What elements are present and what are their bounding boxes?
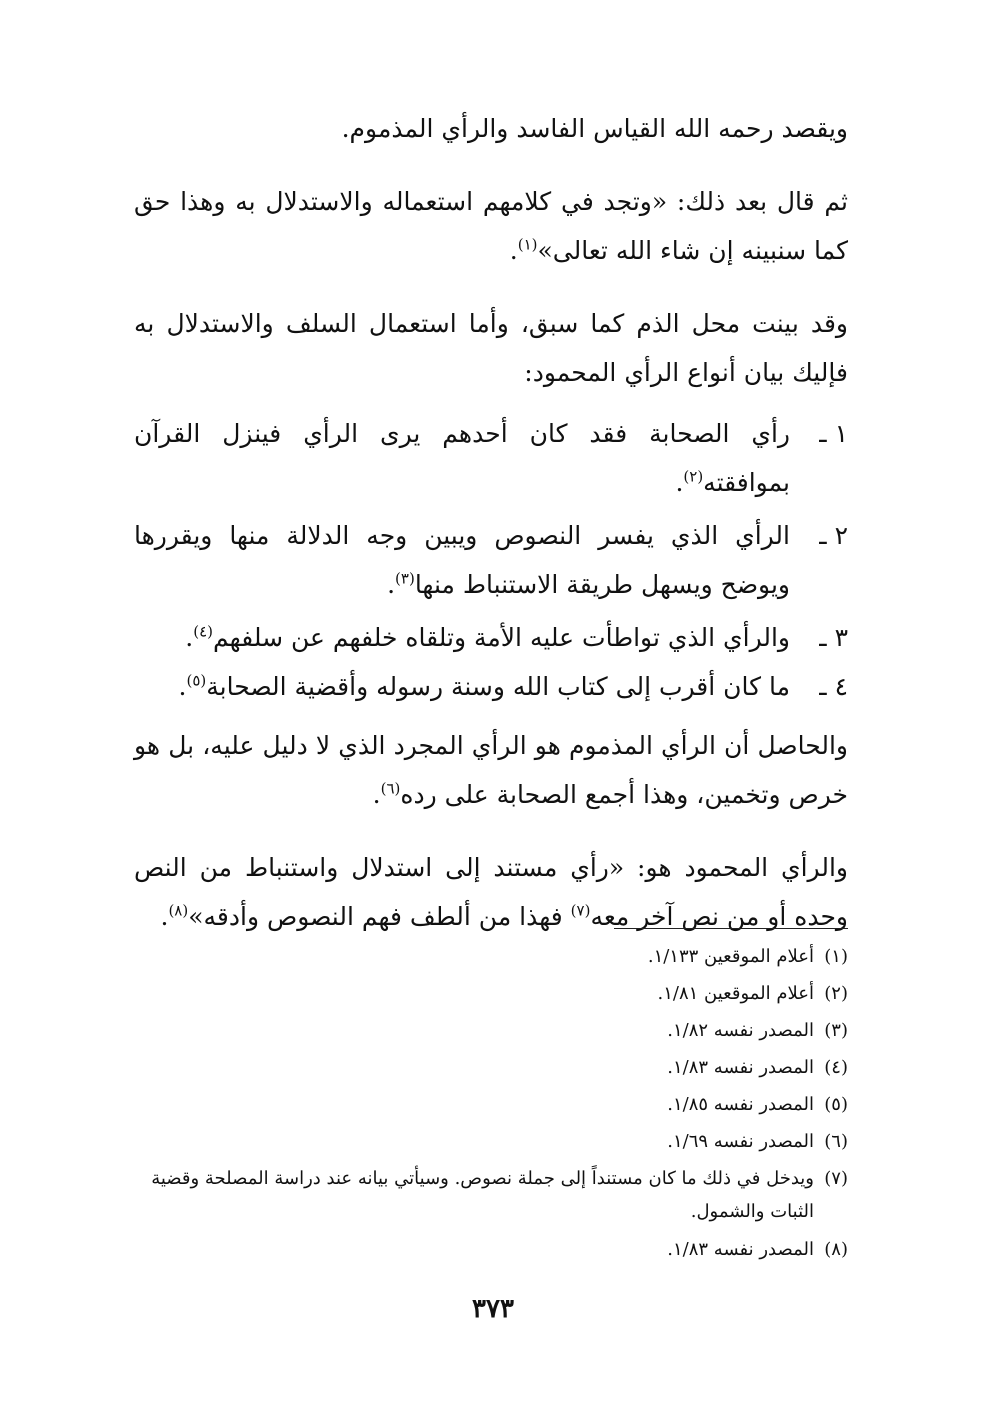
footnote-ref-5[interactable]: (٥) [186,671,207,690]
paragraph-quote [134,177,848,275]
footnote-item [134,1012,848,1049]
list-item-text [134,409,790,507]
paragraph-intro [134,104,848,153]
paragraph-conclusion-text: والحاصل أن الرأي المذموم هو الرأي المجرد الذي لا دليل عليه، بل هو خرص وتخمين، وهذا أجمع الصحابة على رده [134,731,848,809]
paragraph-definition [134,843,848,941]
footnote-ref-7[interactable]: (٧) [570,901,591,920]
list-item [134,613,848,662]
list-item-text [134,613,790,662]
footnote-text: المصدر نفسه ١/٦٩. [667,1131,814,1152]
footnote-item [134,1086,848,1123]
list-item-number: ٤ ـ [819,672,848,701]
footnote-item [134,1049,848,1086]
list-item-end: . [185,623,194,652]
list-item-number: ٢ ـ [819,521,848,550]
footnote-ref-3[interactable]: (٣) [395,569,415,588]
footnotes [134,938,848,1268]
footnote-ref-6[interactable]: (٦) [380,779,401,798]
list-item-text [134,511,790,609]
page-number: ٣٧٣ [472,1294,514,1324]
list-item-body: والرأي الذي تواطأت عليه الأمة وتلقاه خلفهم عن سلفهم [213,623,790,652]
paragraph-definition-end: . [160,902,169,931]
paragraph-quote-text: ثم قال بعد ذلك: «وتجد في كلامهم استعماله والاستدلال به وهذا حق كما سنبينه إن شاء الله تعالى» [134,187,848,265]
list-item-end: . [387,570,396,599]
list-item-end: . [178,672,187,701]
footnote-item [134,938,848,975]
footnote-number: (٧) [824,1168,848,1189]
footnote-item [134,975,848,1012]
footnote-divider [614,928,848,929]
list-item-text [134,662,790,711]
list-item-body: الرأي الذي يفسر النصوص ويبين وجه الدلالة منها ويقررها ويوضح ويسهل طريقة الاستنباط منها [134,521,790,599]
paragraph-types-intro-text: وقد بينت محل الذم كما سبق، وأما استعمال السلف والاستدلال به فإليك بيان أنواع الرأي المحمود: [134,309,848,387]
footnote-item [134,1123,848,1160]
footnote-text: المصدر نفسه ١/٨٢. [667,1020,814,1041]
footnote-number: (٢) [824,983,848,1004]
list-item-body: ما كان أقرب إلى كتاب الله وسنة رسوله وأقضية الصحابة [206,672,790,701]
paragraph-definition-text-a: والرأي المحمود هو: «رأي مستند إلى استدلال واستنباط من النص وحده أو من نص آخر معه [134,853,848,931]
footnote-ref-4[interactable]: (٤) [193,622,214,641]
list-item-number: ١ ـ [819,419,848,448]
footnote-number: (٦) [824,1131,848,1152]
paragraph-quote-end: . [509,236,518,265]
list-item [134,511,848,609]
list-item [134,662,848,711]
footnote-number: (٤) [824,1057,848,1078]
footnote-item [134,1160,848,1231]
footnote-text: المصدر نفسه ١/٨٣. [667,1239,814,1260]
footnote-text: ويدخل في ذلك ما كان مستنداً إلى جملة نصوص. وسيأتي بيانه عند دراسة المصلحة وقضية الثبات والشمول. [151,1168,814,1222]
footnote-item [134,1231,848,1268]
footnote-number: (٥) [824,1094,848,1115]
footnote-text: المصدر نفسه ١/٨٣. [667,1057,814,1078]
footnote-text: المصدر نفسه ١/٨٥. [667,1094,814,1115]
footnote-ref-2[interactable]: (٢) [683,467,704,486]
footnote-text: أعلام الموقعين ١/١٣٣. [647,946,814,967]
list-item [134,409,848,507]
footnote-number: (٣) [824,1020,848,1041]
footnote-text: أعلام الموقعين ١/٨١. [657,983,814,1004]
footnote-number: (٨) [824,1239,848,1260]
footnote-ref-1[interactable]: (١) [517,235,538,254]
list-item-end: . [675,468,684,497]
list-item-body: رأي الصحابة فقد كان أحدهم يرى الرأي فينزل القرآن بموافقته [134,419,790,497]
paragraph-conclusion [134,721,848,819]
paragraph-conclusion-end: . [372,780,381,809]
paragraph-intro-text: ويقصد رحمه الله القياس الفاسد والرأي المذموم. [341,114,848,143]
paragraph-definition-text-b: فهذا من ألطف فهم النصوص وأدقه» [188,902,571,931]
list-item-number: ٣ ـ [819,623,848,652]
footnote-ref-8[interactable]: (٨) [168,901,189,920]
paragraph-types-intro [134,299,848,397]
footnote-number: (١) [824,946,848,967]
praised-opinion-list [134,409,848,711]
